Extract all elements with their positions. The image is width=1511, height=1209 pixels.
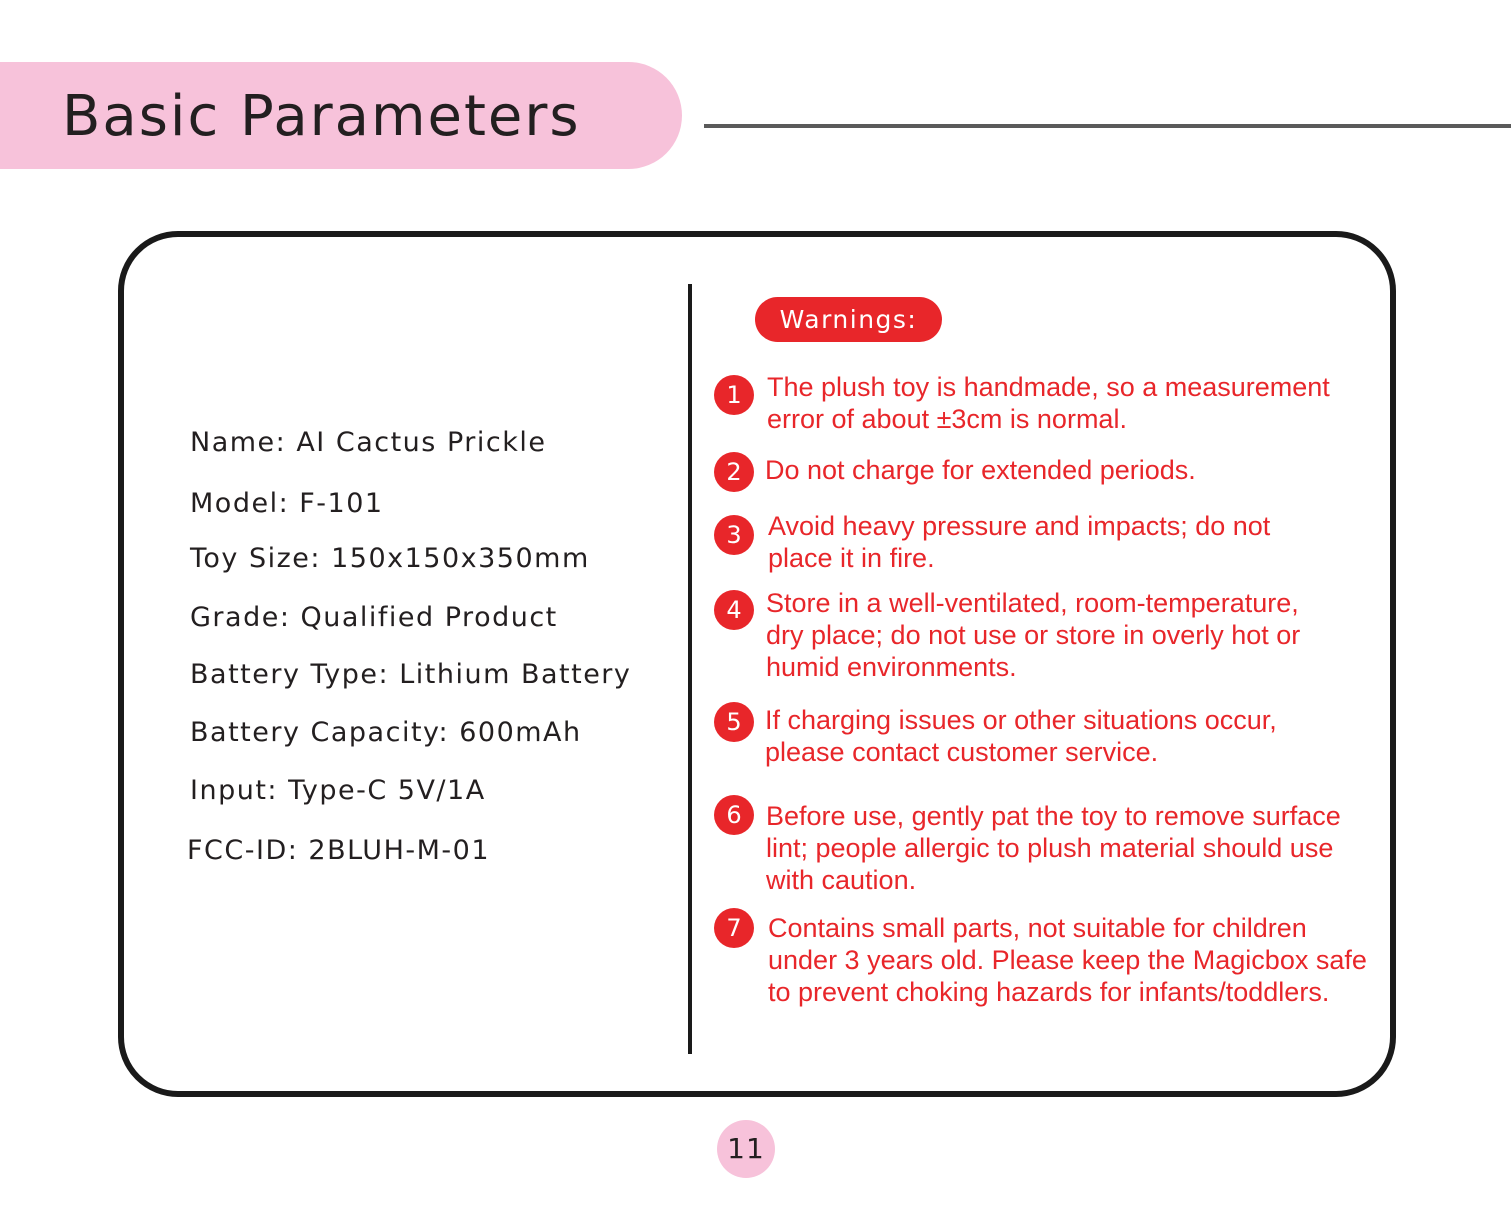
warning-line: error of about ±3cm is normal. [767, 404, 1127, 434]
page-title: Basic Parameters [62, 84, 581, 149]
warning-item-2 [765, 454, 1375, 486]
warning-line: please contact customer service. [765, 737, 1159, 767]
param-input: Input: Type-C 5V/1A [190, 775, 486, 806]
page-number: 11 [717, 1120, 775, 1178]
warning-line: under 3 years old. Please keep the Magicbox safe [768, 945, 1367, 975]
warning-number-3: 3 [714, 515, 754, 555]
warning-line: with caution. [766, 865, 917, 895]
warning-number-4: 4 [714, 590, 754, 630]
param-fcc-id: FCC-ID: 2BLUH-M-01 [187, 835, 491, 866]
warning-item-6 [766, 800, 1376, 896]
warning-item-7 [768, 912, 1378, 1008]
warnings-badge: Warnings: [755, 297, 942, 342]
param-battery-type: Battery Type: Lithium Battery [190, 659, 632, 690]
warning-number-6: 6 [714, 795, 754, 835]
warning-line: to prevent choking hazards for infants/toddlers. [768, 977, 1330, 1007]
warning-line: Store in a well-ventilated, room-temperature, [766, 588, 1299, 618]
param-toy-size: Toy Size: 150x150x350mm [190, 543, 590, 574]
param-name: Name: AI Cactus Prickle [190, 427, 547, 458]
header-rule [704, 124, 1511, 128]
column-divider [688, 284, 692, 1054]
warning-number-2: 2 [714, 452, 754, 492]
warning-number-1: 1 [714, 375, 754, 415]
warning-item-1 [767, 371, 1377, 435]
warning-line: Do not charge for extended periods. [765, 455, 1196, 485]
warning-line: humid environments. [766, 652, 1017, 682]
param-grade: Grade: Qualified Product [190, 602, 558, 633]
warning-line: Contains small parts, not suitable for children [768, 913, 1307, 943]
warning-line: place it in fire. [768, 543, 935, 573]
warning-item-3 [768, 510, 1378, 574]
param-battery-capacity: Battery Capacity: 600mAh [190, 717, 582, 748]
warning-number-7: 7 [714, 908, 754, 948]
warning-item-5 [765, 704, 1375, 768]
warning-line: If charging issues or other situations occur, [765, 705, 1277, 735]
param-model: Model: F-101 [190, 488, 384, 519]
warning-line: dry place; do not use or store in overly hot or [766, 620, 1301, 650]
warning-number-5: 5 [714, 702, 754, 742]
warning-line: Avoid heavy pressure and impacts; do not [768, 511, 1271, 541]
warning-line: Before use, gently pat the toy to remove surface [766, 801, 1341, 831]
warning-line: The plush toy is handmade, so a measurement [767, 372, 1330, 402]
warning-item-4 [766, 587, 1376, 683]
warning-line: lint; people allergic to plush material should use [766, 833, 1334, 863]
